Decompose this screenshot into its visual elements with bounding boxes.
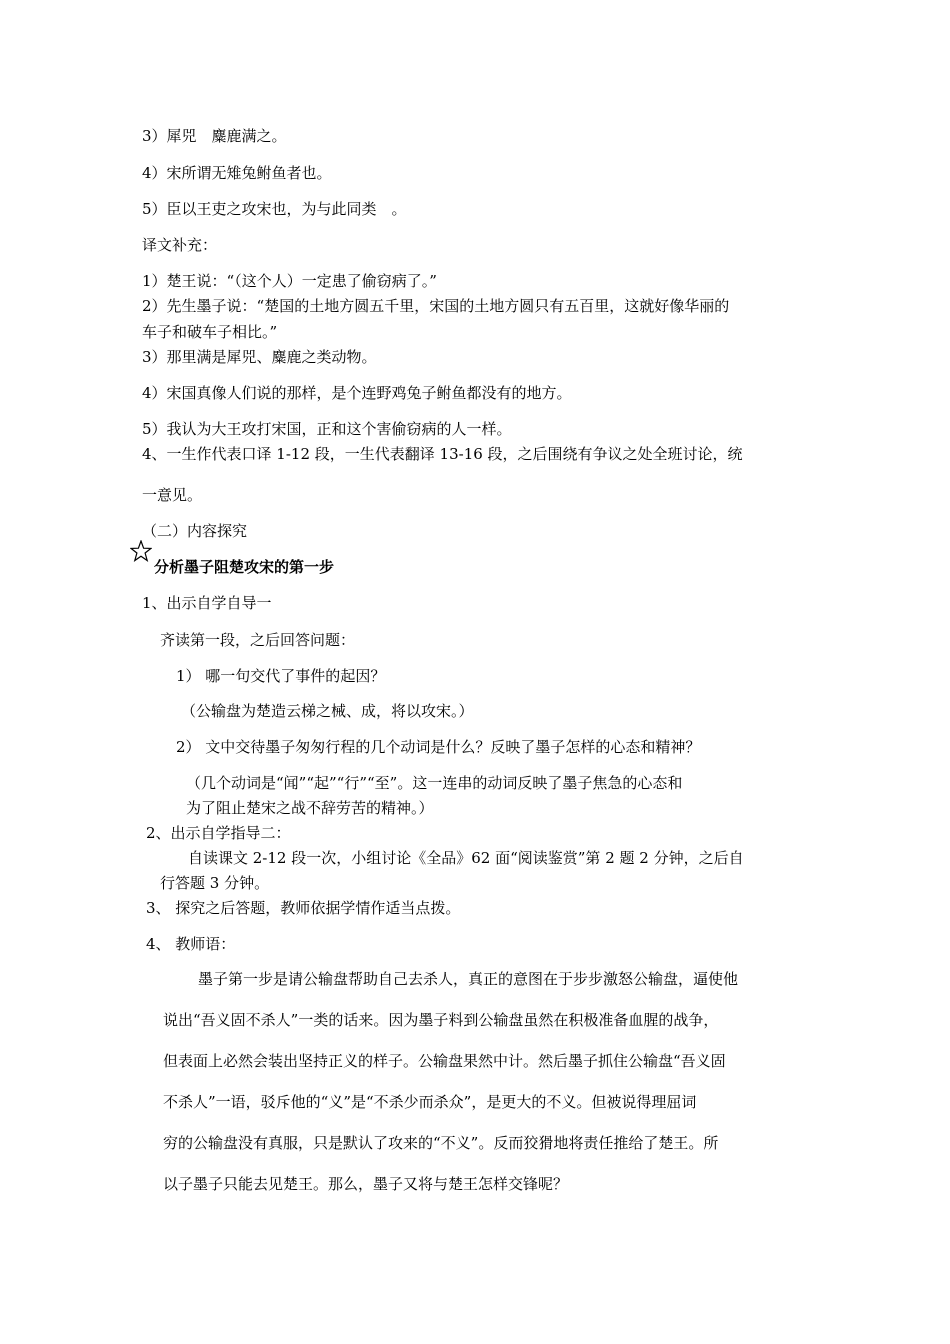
text-line: 3、 探究之后答题，教师依据学情作适当点拨。 <box>146 899 461 917</box>
text-line: 自读课文 2-12 段一次，小组讨论《全品》62 面“阅读鉴赏”第 2 题 2 分钟，之后自 <box>188 849 744 867</box>
question: 2） 文中交待墨子匆匆行程的几个动词是什么？反映了墨子怎样的心态和精神？ <box>176 738 701 756</box>
text-line: 2）先生墨子说：“楚国的土地方圆五千里，宋国的土地方圆只有五百里，这就好像华丽的 <box>142 297 730 315</box>
text-line: 5）臣以王吏之攻宋也，为与此同类 。 <box>142 200 407 218</box>
text-line: 1）楚王说：“（这个人）一定患了偷窃病了。” <box>142 272 437 290</box>
paragraph-line: 穷的公输盘没有真服，只是默认了攻来的“不义”。反而狡猾地将责任推给了楚王。所 <box>163 1134 719 1152</box>
text-line: 一意见。 <box>142 486 203 504</box>
paragraph-line: 墨子第一步是请公输盘帮助自己去杀人，真正的意图在于步步激怒公输盘，逼使他 <box>198 970 739 988</box>
text-line: 4、 教师语： <box>146 935 236 953</box>
text-line: 3）犀兕 麋鹿满之。 <box>142 127 287 145</box>
text-line: 4、一生作代表口译 1-12 段，一生代表翻译 13-16 段，之后围绕有争议之处全班讨论，统 <box>142 445 743 463</box>
text-line: 车子和破车子相比。” <box>142 323 278 341</box>
text-line: 4）宋国真像人们说的那样，是个连野鸡兔子鲋鱼都没有的地方。 <box>142 384 572 402</box>
paragraph-line: 不杀人”一语，驳斥他的“义”是“不杀少而杀众”，是更大的不义。但被说得理屈词 <box>163 1093 697 1111</box>
paragraph-line: 说出“吾义固不杀人”一类的话来。因为墨子料到公输盘虽然在积极准备血腥的战争， <box>163 1011 719 1029</box>
paragraph-line: 以子墨子只能去见楚王。那么，墨子又将与楚王怎样交锋呢？ <box>163 1175 569 1193</box>
answer: （公输盘为楚造云梯之械、成，将以攻宋。） <box>181 702 474 720</box>
text-line: 3）那里满是犀兕、麋鹿之类动物。 <box>142 348 377 366</box>
text-line: 4）宋所谓无雉兔鲋鱼者也。 <box>142 164 332 182</box>
text-line: 5）我认为大王攻打宋国，正和这个害偷窃病的人一样。 <box>142 420 512 438</box>
section-heading: （二）内容探究 <box>142 522 248 540</box>
text-line: 1、出示自学自导一 <box>142 594 272 612</box>
answer: （几个动词是“闻”“起”“行”“至”。这一连串的动词反映了墨子焦急的心态和 <box>186 774 683 792</box>
text-line: 齐读第一段，之后回答问题： <box>160 631 356 649</box>
text-line: 2、出示自学指导二： <box>146 824 291 842</box>
subsection-heading: 分析墨子阻楚攻宋的第一步 <box>154 558 335 576</box>
section-label: 译文补充： <box>142 236 218 254</box>
paragraph-line: 但表面上必然会装出坚持正义的样子。公输盘果然中计。然后墨子抓住公输盘“吾义固 <box>163 1052 726 1070</box>
star-icon <box>130 540 152 562</box>
text-line: 行答题 3 分钟。 <box>160 874 270 892</box>
answer: 为了阻止楚宋之战不辞劳苦的精神。） <box>186 799 434 817</box>
question: 1） 哪一句交代了事件的起因？ <box>176 667 386 685</box>
